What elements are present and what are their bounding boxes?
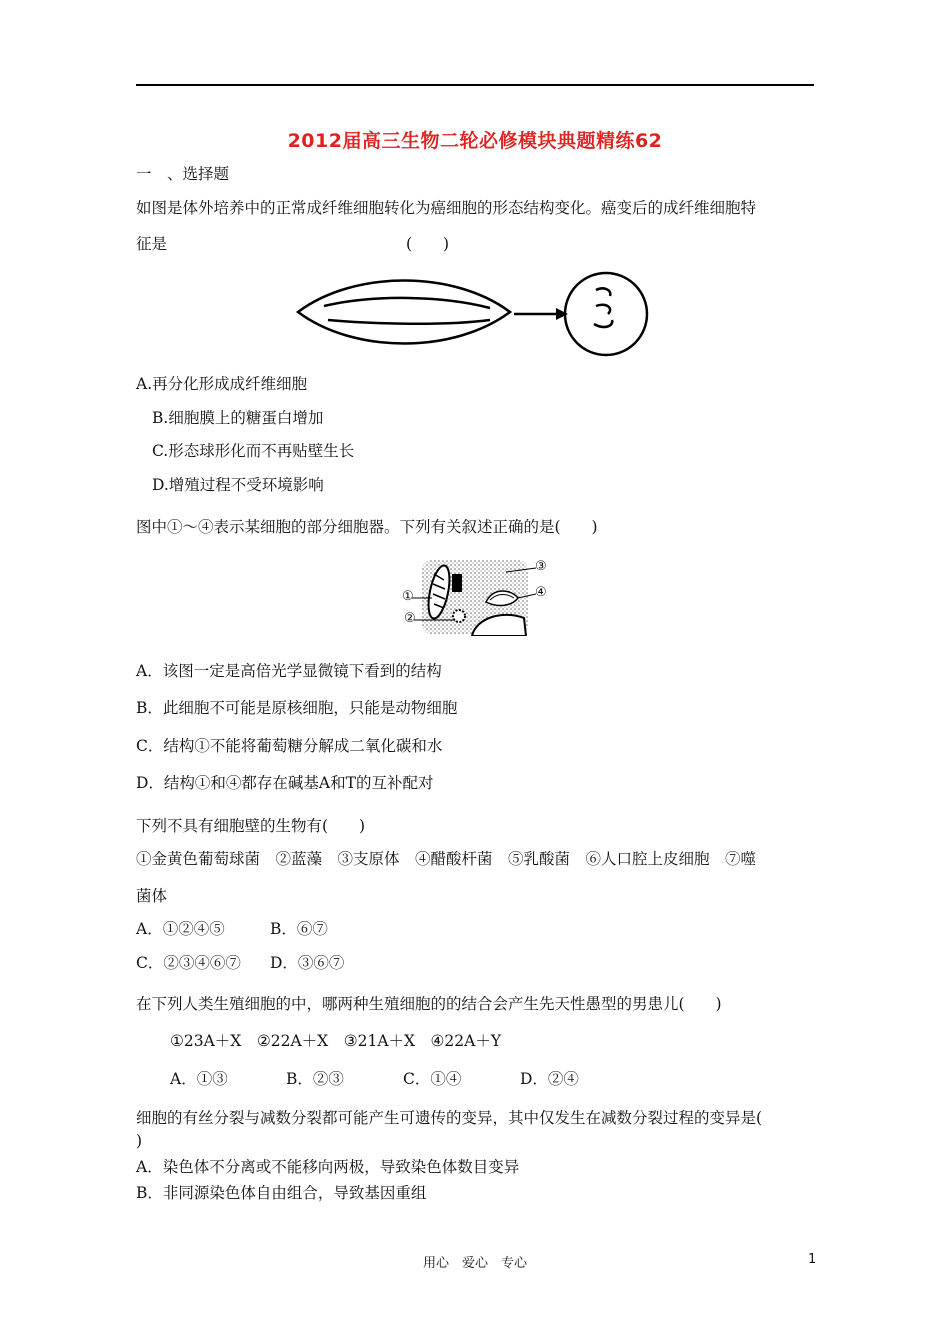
organelle-figure xyxy=(402,556,552,636)
golgi-shape xyxy=(452,574,462,592)
q1-option-b: B.细胞膜上的糖蛋白增加 xyxy=(152,409,324,427)
q1-option-a: A.再分化形成成纤维细胞 xyxy=(136,375,308,393)
cell-transformation-figure xyxy=(294,268,654,360)
q4-option-a: A．①③ xyxy=(170,1070,228,1088)
q3-option-b: B．⑥⑦ xyxy=(270,920,328,938)
q3-items-line2: 菌体 xyxy=(136,887,168,905)
q5-option-b: B．非同源染色体自由组合，导致基因重组 xyxy=(136,1184,427,1202)
q3-items-line1: ①金黄色葡萄球菌 ②蓝藻 ③支原体 ④醋酸杆菌 ⑤乳酸菌 ⑥人口腔上皮细胞 ⑦噬 xyxy=(136,850,757,868)
q2-option-a: A．该图一定是高倍光学显微镜下看到的结构 xyxy=(136,662,442,680)
organelle-drawing xyxy=(402,556,552,636)
figure-label-1: ① xyxy=(402,589,414,604)
q5-option-a: A．染色体不分离或不能移向两极，导致染色体数目变异 xyxy=(136,1158,520,1176)
q4-stem: 在下列人类生殖细胞的中，哪两种生殖细胞的的结合会产生先天性愚型的男患儿( ) xyxy=(136,995,722,1013)
q2-stem: 图中①～④表示某细胞的部分细胞器。下列有关叙述正确的是( ) xyxy=(136,518,598,536)
q3-stem: 下列不具有细胞壁的生物有( ) xyxy=(136,817,366,835)
q3-option-a: A．①②④⑤ xyxy=(136,920,225,938)
q1-option-d: D.增殖过程不受环境影响 xyxy=(152,476,324,494)
q2-option-c: C．结构①不能将葡萄糖分解成二氧化碳和水 xyxy=(136,737,443,755)
cancer-cell-shape xyxy=(565,273,647,355)
figure-label-4: ④ xyxy=(535,585,547,600)
q1-answer-blank: ( ) xyxy=(406,235,450,253)
q5-stem-line1: 细胞的有丝分裂与减数分裂都可能产生可遗传的变异，其中仅发生在减数分裂过程的变异是( xyxy=(136,1109,763,1127)
page-footer: 用心 爱心 专心 xyxy=(422,1256,527,1271)
page-title: 2012届高三生物二轮必修模块典题精练62 xyxy=(287,130,663,152)
q1-stem-line2: 征是 xyxy=(136,235,168,253)
centriole-shape xyxy=(453,610,465,622)
q5-stem-line2: ) xyxy=(136,1132,143,1150)
fibroblast-cell-shape xyxy=(298,281,510,344)
q1-option-c: C.形态球形化而不再贴壁生长 xyxy=(152,442,355,460)
q4-option-d: D．②④ xyxy=(520,1070,579,1088)
q1-stem-line1: 如图是体外培养中的正常成纤维细胞转化为癌细胞的形态结构变化。癌变后的成纤维细胞特 xyxy=(136,199,757,217)
section-heading: 一 、选择题 xyxy=(136,165,230,183)
q3-option-c: C．②③④⑥⑦ xyxy=(136,954,241,972)
q4-option-b: B．②③ xyxy=(286,1070,344,1088)
q3-option-d: D．③⑥⑦ xyxy=(270,954,345,972)
page-number: 1 xyxy=(808,1252,817,1267)
header-rule xyxy=(136,84,814,86)
q4-items: ①23A＋X ②22A＋X ③21A＋X ④22A＋Y xyxy=(170,1032,502,1050)
q4-option-c: C．①④ xyxy=(403,1070,462,1088)
q2-option-d: D．结构①和④都存在碱基A和T的互补配对 xyxy=(136,774,434,792)
figure-label-2: ② xyxy=(404,611,416,626)
figure-label-3: ③ xyxy=(535,559,547,574)
q2-option-b: B．此细胞不可能是原核细胞，只能是动物细胞 xyxy=(136,699,458,717)
